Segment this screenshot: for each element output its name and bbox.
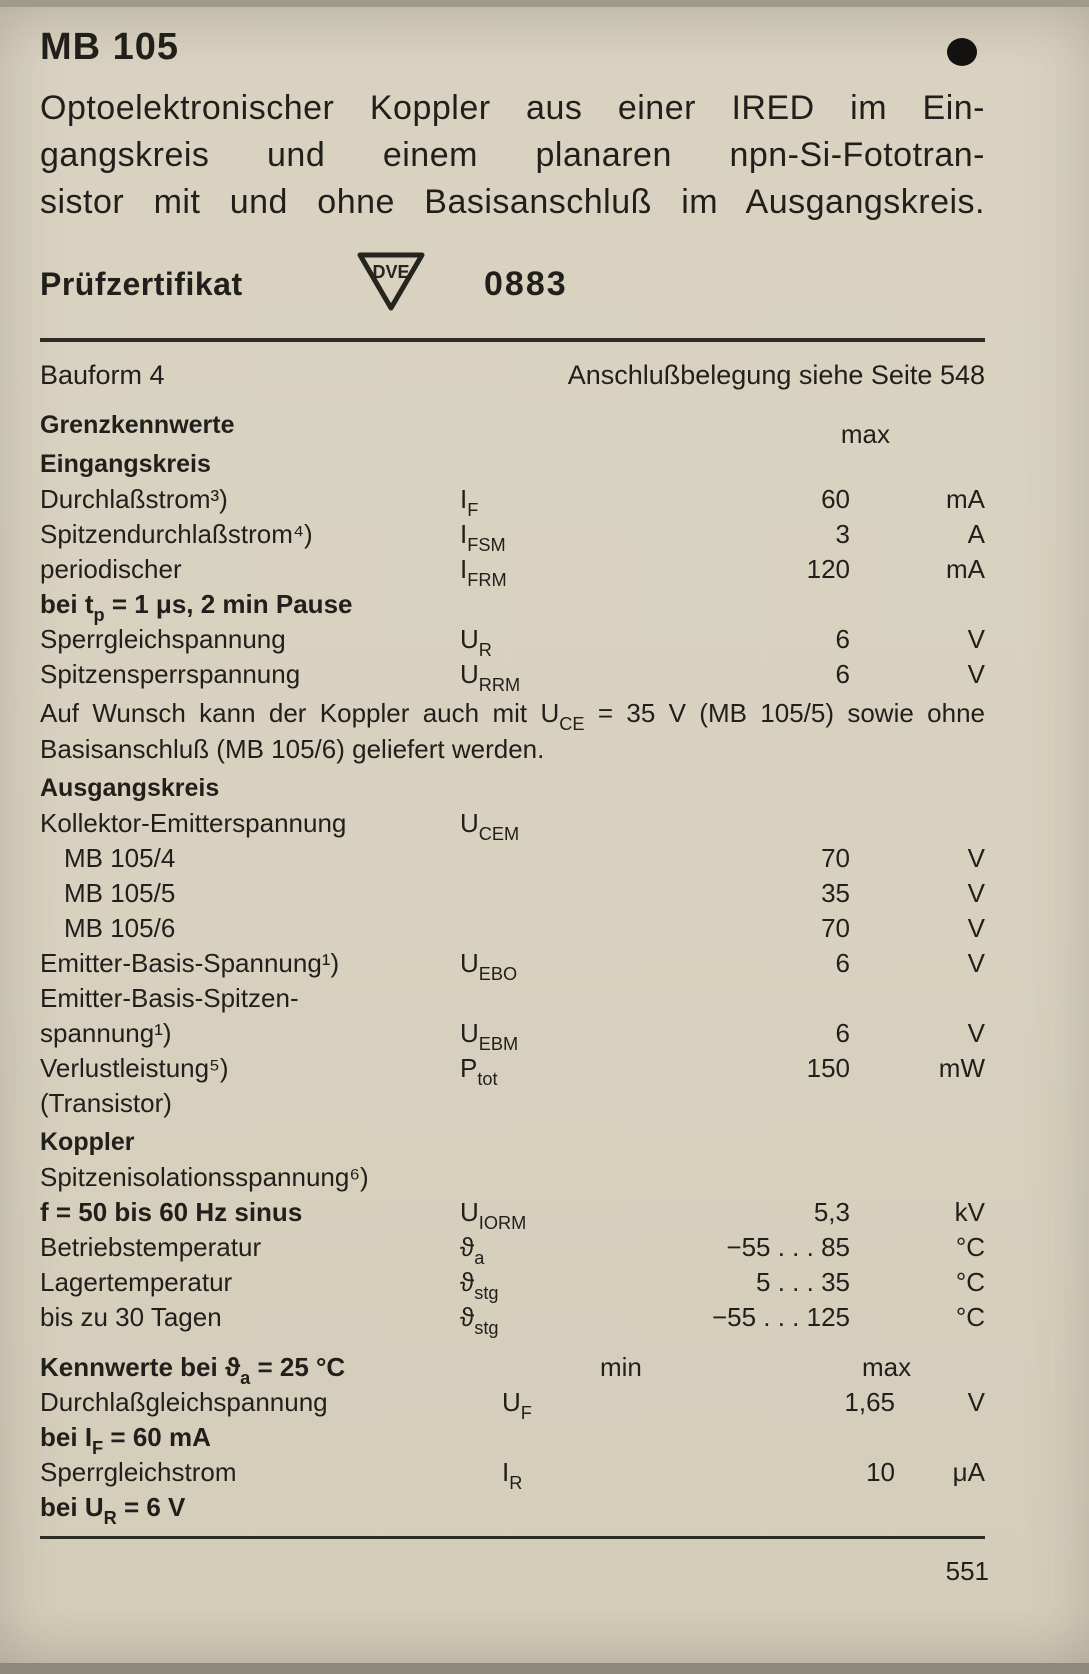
param-symbol-sub: CEM <box>478 824 520 845</box>
param-label: MB 105/5 <box>64 878 176 908</box>
param-symbol <box>460 517 600 556</box>
limit-values-header <box>40 404 985 449</box>
param-value: 5 . . . 35 <box>756 1267 850 1297</box>
param-symbol-base: ϑ <box>460 1232 475 1262</box>
section-heading-ausgangskreis: Ausgangskreis <box>40 774 220 802</box>
column-header-min: min <box>600 1352 642 1382</box>
condition-rest: = 1 μs, 2 min Pause <box>111 589 353 619</box>
param-value: 60 <box>821 484 850 514</box>
param-symbol-sub: RRM <box>478 675 521 696</box>
page-title: MB 105 <box>40 26 180 68</box>
note-symbol-sub: CE <box>559 714 585 735</box>
note-text: = 35 V (MB 105/5) sowie ohne Basisanschluß (MB 105/6) geliefert werden. <box>40 698 985 764</box>
vde-logo-icon <box>350 250 432 319</box>
condition-text <box>40 1490 460 1529</box>
param-unit: mA <box>946 554 985 584</box>
condition-symbol-sub: F <box>92 1438 104 1459</box>
scan-edge-top <box>0 0 1089 7</box>
bauform-row <box>40 358 985 392</box>
section-heading-kennwerte <box>40 1349 600 1389</box>
condition-rest: = 6 V <box>123 1492 186 1522</box>
param-symbol <box>460 1300 600 1339</box>
param-value: 35 <box>821 878 850 908</box>
param-symbol-base: P <box>460 1053 478 1083</box>
note-text: Auf Wunsch kann der Koppler auch mit <box>40 698 528 728</box>
param-symbol-base: U <box>502 1387 521 1417</box>
param-symbol-sub: R <box>509 1473 523 1494</box>
condition-pre: bei <box>40 1422 78 1452</box>
table-row <box>40 1300 985 1339</box>
param-symbol <box>460 482 600 521</box>
description-line: gangskreis und einem planaren npn-Si-Fototran- <box>40 136 985 174</box>
kennwerte-symbol-base: ϑ <box>224 1352 241 1382</box>
param-symbol-base: U <box>460 659 479 689</box>
condition-symbol-base: U <box>84 1492 104 1522</box>
param-symbol <box>460 946 600 985</box>
param-symbol-base: I <box>460 519 468 549</box>
condition-row <box>40 1420 985 1459</box>
param-symbol-base: I <box>460 484 468 514</box>
horizontal-rule <box>40 338 985 342</box>
param-unit: kV <box>954 1197 985 1227</box>
section-heading-grenzkennwerte: Grenzkennwerte <box>40 411 235 439</box>
param-value: 5,3 <box>813 1197 850 1227</box>
pin-assignment-reference: Anschlußbelegung siehe Seite 548 <box>567 360 985 390</box>
param-symbol-sub: tot <box>477 1069 498 1090</box>
page-content <box>40 26 985 1529</box>
param-value: 1,65 <box>844 1387 895 1417</box>
param-symbol <box>460 806 600 845</box>
param-unit: °C <box>955 1267 985 1297</box>
param-symbol-base: U <box>460 624 479 654</box>
param-symbol-sub: stg <box>474 1283 499 1304</box>
table-row <box>40 946 985 985</box>
device-description <box>40 85 985 226</box>
section-heading-koppler: Koppler <box>40 1128 135 1156</box>
param-label: Spitzendurchlaßstrom⁴) <box>40 519 313 549</box>
table-row <box>40 1160 985 1195</box>
param-label: Sperrgleichspannung <box>40 624 286 654</box>
param-value: 120 <box>806 554 850 584</box>
param-symbol-base: I <box>460 554 468 584</box>
param-unit: V <box>967 1018 985 1048</box>
param-symbol <box>460 1051 600 1090</box>
svg-text:DVE: DVE <box>372 261 410 282</box>
column-header-max: max <box>862 1352 912 1382</box>
condition-symbol-sub: p <box>93 605 105 626</box>
param-label: bis zu 30 Tagen <box>40 1302 222 1332</box>
param-label: Durchlaßgleichspannung <box>40 1387 328 1417</box>
param-symbol-sub: EBM <box>478 1034 519 1055</box>
characteristics-header <box>40 1349 985 1389</box>
param-unit: A <box>967 519 985 549</box>
param-symbol <box>460 1016 600 1055</box>
table-row <box>40 806 985 845</box>
table-row <box>40 1230 985 1269</box>
condition-row <box>40 587 985 626</box>
table-row <box>40 1195 985 1234</box>
param-symbol <box>460 1385 640 1424</box>
param-unit: V <box>967 843 985 873</box>
condition-pre: bei <box>40 1492 78 1522</box>
spacer <box>890 404 985 443</box>
param-value: 70 <box>821 913 850 943</box>
param-label: periodischer <box>40 554 182 584</box>
param-label: Durchlaßstrom³) <box>40 484 228 514</box>
param-unit: mA <box>946 484 985 514</box>
param-symbol-sub: stg <box>474 1318 499 1339</box>
param-symbol <box>460 1455 640 1494</box>
certificate-label: Prüfzertifikat <box>40 265 243 302</box>
param-unit: °C <box>955 1232 985 1262</box>
param-label: Sperrgleichstrom <box>40 1457 237 1487</box>
param-label: Spitzenisolationsspannung⁶) <box>40 1162 369 1192</box>
table-row <box>40 552 985 591</box>
condition-row <box>40 1490 985 1529</box>
param-symbol <box>460 1265 600 1304</box>
param-symbol-sub: EBO <box>478 964 518 985</box>
param-symbol-sub: IORM <box>478 1213 527 1234</box>
param-label: Emitter-Basis-Spitzen- <box>40 983 299 1013</box>
param-symbol-sub: a <box>474 1248 485 1269</box>
table-row <box>40 482 985 521</box>
param-label: Spitzensperrspannung <box>40 659 301 689</box>
param-label: MB 105/4 <box>64 843 176 873</box>
table-row <box>40 1385 985 1424</box>
param-value: 6 <box>835 659 850 689</box>
param-value: 150 <box>806 1053 850 1083</box>
param-symbol-base: U <box>460 808 479 838</box>
certificate-row <box>40 252 985 316</box>
column-header-max: max <box>840 419 890 449</box>
param-symbol-sub: FSM <box>467 535 506 556</box>
param-value: 3 <box>835 519 850 549</box>
description-line: sistor mit und ohne Basisanschluß im Ausgangskreis. <box>40 183 985 221</box>
table-row <box>40 1051 985 1090</box>
kennwerte-symbol-sub: a <box>240 1368 251 1389</box>
param-unit: °C <box>955 1302 985 1332</box>
param-symbol-sub: F <box>467 500 479 521</box>
table-row <box>40 841 985 876</box>
condition-text <box>40 587 460 626</box>
param-symbol <box>460 657 600 696</box>
param-symbol-sub: F <box>520 1403 532 1424</box>
param-unit: V <box>967 913 985 943</box>
table-row <box>40 981 985 1016</box>
certificate-number: 0883 <box>484 264 568 303</box>
condition-symbol-base: I <box>84 1422 93 1452</box>
option-note <box>40 695 985 767</box>
param-unit: V <box>967 659 985 689</box>
param-unit: mW <box>938 1053 985 1083</box>
param-value: 6 <box>835 624 850 654</box>
param-value: 70 <box>821 843 850 873</box>
page-number: 551 <box>945 1556 989 1586</box>
param-value: −55 . . . 125 <box>711 1302 850 1332</box>
param-symbol <box>460 1195 600 1234</box>
param-label: MB 105/6 <box>64 913 176 943</box>
param-unit: V <box>967 948 985 978</box>
param-symbol-base: U <box>460 1018 479 1048</box>
table-row <box>40 1016 985 1055</box>
param-value: 10 <box>866 1457 895 1487</box>
kennwerte-pre: bei <box>180 1352 218 1382</box>
kennwerte-rest: = 25 °C <box>257 1352 346 1382</box>
param-symbol-base: U <box>460 1197 479 1227</box>
condition-symbol-base: t <box>84 589 94 619</box>
param-symbol <box>460 622 600 661</box>
param-unit: V <box>967 624 985 654</box>
param-unit: V <box>967 1387 985 1417</box>
param-unit: V <box>967 878 985 908</box>
section-heading-eingangskreis: Eingangskreis <box>40 450 211 478</box>
table-row <box>40 911 985 946</box>
table-row <box>40 517 985 556</box>
table-row <box>40 1265 985 1304</box>
condition-symbol-sub: R <box>103 1508 117 1529</box>
param-label: Verlustleistung⁵) <box>40 1053 229 1083</box>
table-row <box>40 1455 985 1494</box>
bauform-label: Bauform 4 <box>40 360 165 390</box>
param-value: 6 <box>835 948 850 978</box>
param-symbol-sub: FRM <box>467 570 507 591</box>
kennwerte-bold: Kennwerte <box>40 1352 173 1382</box>
param-value: 6 <box>835 1018 850 1048</box>
scan-edge-bottom <box>0 1663 1089 1674</box>
param-unit: μA <box>952 1457 985 1487</box>
param-value: −55 . . . 85 <box>726 1232 850 1262</box>
param-label: Betriebstemperatur <box>40 1232 262 1262</box>
black-dot-marker-icon <box>947 38 977 66</box>
condition-rest: = 60 mA <box>110 1422 211 1452</box>
param-label: spannung¹) <box>40 1018 172 1048</box>
table-row <box>40 1086 985 1121</box>
table-row <box>40 876 985 911</box>
footer-rule <box>40 1536 985 1539</box>
condition-pre: bei <box>40 589 78 619</box>
note-symbol-base: U <box>540 698 560 728</box>
table-row <box>40 622 985 661</box>
param-symbol-base: ϑ <box>460 1302 475 1332</box>
param-symbol-base: ϑ <box>460 1267 475 1297</box>
condition-text <box>40 1420 460 1459</box>
param-label: Emitter-Basis-Spannung¹) <box>40 948 340 978</box>
param-symbol-sub: R <box>478 640 492 661</box>
param-symbol-base: U <box>460 948 479 978</box>
param-symbol-base: I <box>502 1457 510 1487</box>
param-label: Kollektor-Emitterspannung <box>40 808 347 838</box>
table-row <box>40 657 985 696</box>
param-label: (Transistor) <box>40 1088 172 1118</box>
param-label: Lagertemperatur <box>40 1267 233 1297</box>
title-row <box>40 26 985 69</box>
param-symbol <box>460 1230 600 1269</box>
description-line: Optoelektronischer Koppler aus einer IRED im Ein- <box>40 89 985 127</box>
param-symbol <box>460 552 600 591</box>
param-label: f = 50 bis 60 Hz sinus <box>40 1197 303 1227</box>
